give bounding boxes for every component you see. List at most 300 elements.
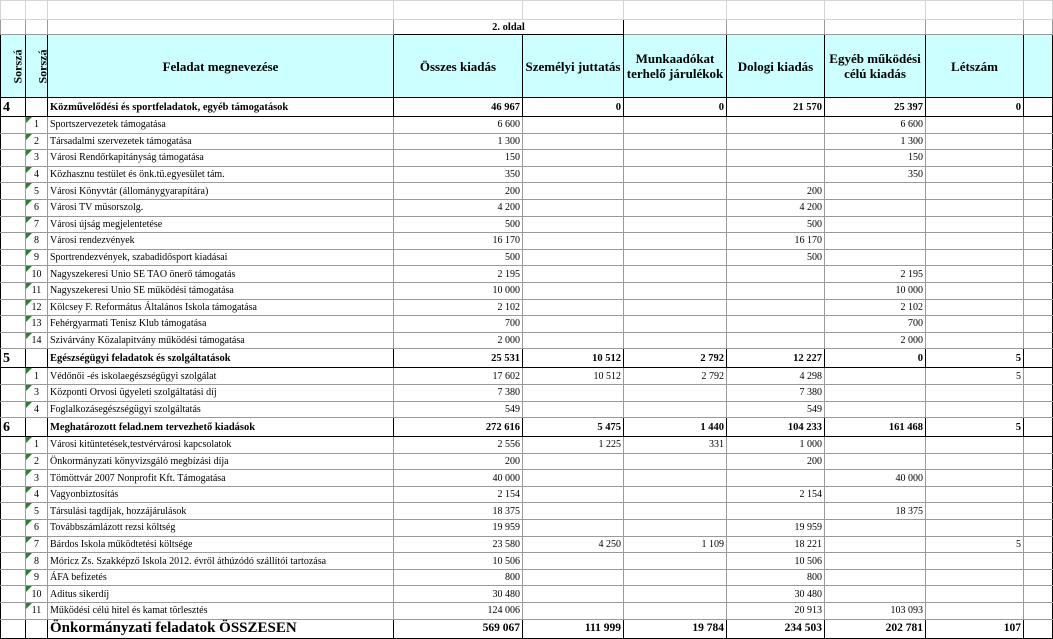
cell[interactable]: [1024, 266, 1053, 283]
cell[interactable]: [1024, 418, 1053, 437]
employer-cell[interactable]: [624, 216, 727, 233]
item-number[interactable]: 5: [26, 503, 48, 520]
cell[interactable]: [1, 569, 26, 586]
cell[interactable]: [26, 349, 48, 368]
cell[interactable]: [1024, 586, 1053, 603]
cell[interactable]: [926, 1, 1024, 20]
section-number[interactable]: 6: [1, 418, 26, 437]
cell[interactable]: [1024, 199, 1053, 216]
total-cell[interactable]: 17 602: [394, 368, 523, 385]
cell[interactable]: [523, 1, 624, 20]
headcount-cell[interactable]: [926, 282, 1024, 299]
other-cell[interactable]: [825, 401, 926, 418]
personal-cell[interactable]: [523, 150, 624, 167]
cell[interactable]: [1, 368, 26, 385]
cell[interactable]: [1, 503, 26, 520]
section-material-cell[interactable]: 104 233: [727, 418, 825, 437]
cell[interactable]: [1, 282, 26, 299]
other-cell[interactable]: 103 093: [825, 603, 926, 620]
material-cell[interactable]: [727, 282, 825, 299]
item-name[interactable]: Vagyonbiztosítás: [48, 486, 394, 503]
cell[interactable]: [1, 437, 26, 454]
total-cell[interactable]: 2 102: [394, 299, 523, 316]
grand-material-cell[interactable]: 234 503: [727, 619, 825, 638]
employer-cell[interactable]: [624, 503, 727, 520]
total-cell[interactable]: 18 375: [394, 503, 523, 520]
item-name[interactable]: Továbbszámlázott rezsi költség: [48, 520, 394, 537]
cell[interactable]: [1024, 349, 1053, 368]
material-cell[interactable]: 500: [727, 216, 825, 233]
headcount-cell[interactable]: [926, 503, 1024, 520]
item-name[interactable]: Társadalmi szervezetek támogatása: [48, 133, 394, 150]
employer-cell[interactable]: [624, 384, 727, 401]
total-cell[interactable]: 150: [394, 150, 523, 167]
item-number[interactable]: 3: [26, 150, 48, 167]
cell[interactable]: [1, 216, 26, 233]
other-cell[interactable]: [825, 586, 926, 603]
personal-cell[interactable]: [523, 199, 624, 216]
item-name[interactable]: Sportszervezetek támogatása: [48, 117, 394, 134]
section-number[interactable]: 4: [1, 98, 26, 117]
cell[interactable]: [1024, 619, 1053, 638]
cell[interactable]: [1, 619, 26, 638]
material-cell[interactable]: [727, 150, 825, 167]
cell[interactable]: [1, 470, 26, 487]
personal-cell[interactable]: [523, 233, 624, 250]
personal-cell[interactable]: [523, 520, 624, 537]
employer-cell[interactable]: [624, 520, 727, 537]
headcount-cell[interactable]: [926, 266, 1024, 283]
cell[interactable]: [1024, 486, 1053, 503]
item-number[interactable]: 2: [26, 453, 48, 470]
item-number[interactable]: 12: [26, 299, 48, 316]
material-cell[interactable]: 2 154: [727, 486, 825, 503]
section-name[interactable]: Meghatározott felad.nem tervezhető kiadások: [48, 418, 394, 437]
employer-cell[interactable]: [624, 401, 727, 418]
headcount-cell[interactable]: [926, 586, 1024, 603]
item-name[interactable]: Közhasznu testület és önk.tü.egyesület tám.: [48, 166, 394, 183]
total-cell[interactable]: 2 154: [394, 486, 523, 503]
headcount-cell[interactable]: 5: [926, 536, 1024, 553]
total-cell[interactable]: 10 506: [394, 553, 523, 570]
cell[interactable]: [1, 603, 26, 620]
section-headcount-cell[interactable]: 0: [926, 98, 1024, 117]
total-cell[interactable]: 10 000: [394, 282, 523, 299]
item-number[interactable]: 14: [26, 332, 48, 349]
item-number[interactable]: 3: [26, 384, 48, 401]
material-cell[interactable]: 10 506: [727, 553, 825, 570]
item-number[interactable]: 1: [26, 368, 48, 385]
cell[interactable]: [1, 316, 26, 333]
headcount-cell[interactable]: [926, 520, 1024, 537]
section-name[interactable]: Közművelődési és sportfeladatok, egyéb támogatások: [48, 98, 394, 117]
total-cell[interactable]: 124 006: [394, 603, 523, 620]
personal-cell[interactable]: [523, 603, 624, 620]
cell[interactable]: [1, 536, 26, 553]
headcount-cell[interactable]: [926, 470, 1024, 487]
other-cell[interactable]: 2 000: [825, 332, 926, 349]
employer-cell[interactable]: 2 792: [624, 368, 727, 385]
section-other-cell[interactable]: 25 397: [825, 98, 926, 117]
material-cell[interactable]: 7 380: [727, 384, 825, 401]
headcount-cell[interactable]: [926, 569, 1024, 586]
total-cell[interactable]: 19 959: [394, 520, 523, 537]
total-cell[interactable]: 500: [394, 249, 523, 266]
personal-cell[interactable]: [523, 470, 624, 487]
item-name[interactable]: ÁFA befizetés: [48, 569, 394, 586]
grand-personal-cell[interactable]: 111 999: [523, 619, 624, 638]
employer-cell[interactable]: [624, 282, 727, 299]
item-name[interactable]: Móricz Zs. Szakképző Iskola 2012. évről áthúzódó szállítói tartozása: [48, 553, 394, 570]
headcount-cell[interactable]: [926, 401, 1024, 418]
cell[interactable]: [624, 20, 727, 35]
section-headcount-cell[interactable]: 5: [926, 349, 1024, 368]
cell[interactable]: [1, 486, 26, 503]
other-cell[interactable]: [825, 553, 926, 570]
headcount-cell[interactable]: 5: [926, 368, 1024, 385]
material-cell[interactable]: 200: [727, 453, 825, 470]
other-cell[interactable]: [825, 233, 926, 250]
item-name[interactable]: Önkormányzati könyvizsgáló megbízási díja: [48, 453, 394, 470]
cell[interactable]: [1024, 553, 1053, 570]
personal-cell[interactable]: [523, 569, 624, 586]
other-cell[interactable]: 350: [825, 166, 926, 183]
grand-total-cell[interactable]: 569 067: [394, 619, 523, 638]
page-label[interactable]: 2. oldal: [394, 20, 624, 35]
headcount-cell[interactable]: [926, 486, 1024, 503]
section-material-cell[interactable]: 12 227: [727, 349, 825, 368]
other-cell[interactable]: [825, 453, 926, 470]
item-number[interactable]: 3: [26, 470, 48, 487]
material-cell[interactable]: 18 221: [727, 536, 825, 553]
employer-cell[interactable]: [624, 486, 727, 503]
personal-cell[interactable]: [523, 249, 624, 266]
other-cell[interactable]: 700: [825, 316, 926, 333]
employer-cell[interactable]: [624, 133, 727, 150]
cell[interactable]: [1, 332, 26, 349]
total-cell[interactable]: 500: [394, 216, 523, 233]
cell[interactable]: [1024, 183, 1053, 200]
material-cell[interactable]: [727, 503, 825, 520]
headcount-cell[interactable]: [926, 233, 1024, 250]
employer-cell[interactable]: [624, 299, 727, 316]
cell[interactable]: [1024, 117, 1053, 134]
total-cell[interactable]: 40 000: [394, 470, 523, 487]
grand-total-name[interactable]: Önkormányzati feladatok ÖSSZESEN: [48, 619, 394, 638]
cell[interactable]: [1, 266, 26, 283]
headcount-cell[interactable]: [926, 150, 1024, 167]
other-cell[interactable]: [825, 569, 926, 586]
cell[interactable]: [1024, 20, 1053, 35]
item-number[interactable]: 4: [26, 486, 48, 503]
cell[interactable]: [1, 1, 26, 20]
cell[interactable]: [1024, 368, 1053, 385]
other-cell[interactable]: 2 195: [825, 266, 926, 283]
total-cell[interactable]: 1 300: [394, 133, 523, 150]
cell[interactable]: [1024, 98, 1053, 117]
total-cell[interactable]: 700: [394, 316, 523, 333]
personal-cell[interactable]: [523, 503, 624, 520]
cell[interactable]: [1, 199, 26, 216]
headcount-cell[interactable]: [926, 384, 1024, 401]
item-number[interactable]: 1: [26, 117, 48, 134]
total-cell[interactable]: 6 600: [394, 117, 523, 134]
material-cell[interactable]: 800: [727, 569, 825, 586]
item-number[interactable]: 4: [26, 401, 48, 418]
item-number[interactable]: 8: [26, 553, 48, 570]
section-employer-cell[interactable]: 0: [624, 98, 727, 117]
cell[interactable]: [1024, 503, 1053, 520]
cell[interactable]: [727, 1, 825, 20]
cell[interactable]: [825, 20, 926, 35]
employer-cell[interactable]: [624, 166, 727, 183]
header-sorszam-b[interactable]: [26, 35, 48, 98]
cell[interactable]: [1, 133, 26, 150]
item-name[interactable]: Fehérgyarmati Tenisz Klub támogatása: [48, 316, 394, 333]
personal-cell[interactable]: [523, 486, 624, 503]
employer-cell[interactable]: [624, 183, 727, 200]
item-name[interactable]: Foglalkozásegészségügyi szolgáltatás: [48, 401, 394, 418]
item-number[interactable]: 1: [26, 437, 48, 454]
material-cell[interactable]: 500: [727, 249, 825, 266]
cell[interactable]: [1024, 569, 1053, 586]
personal-cell[interactable]: [523, 266, 624, 283]
material-cell[interactable]: 1 000: [727, 437, 825, 454]
item-number[interactable]: 6: [26, 520, 48, 537]
employer-cell[interactable]: 331: [624, 437, 727, 454]
cell[interactable]: [1024, 453, 1053, 470]
cell[interactable]: [26, 20, 48, 35]
total-cell[interactable]: 16 170: [394, 233, 523, 250]
personal-cell[interactable]: 1 225: [523, 437, 624, 454]
item-number[interactable]: 6: [26, 199, 48, 216]
material-cell[interactable]: 16 170: [727, 233, 825, 250]
material-cell[interactable]: [727, 299, 825, 316]
cell[interactable]: [1024, 282, 1053, 299]
employer-cell[interactable]: [624, 453, 727, 470]
other-cell[interactable]: 2 102: [825, 299, 926, 316]
cell[interactable]: [1024, 216, 1053, 233]
headcount-cell[interactable]: [926, 216, 1024, 233]
total-cell[interactable]: 2 556: [394, 437, 523, 454]
other-cell[interactable]: [825, 437, 926, 454]
item-number[interactable]: 5: [26, 183, 48, 200]
item-number[interactable]: 11: [26, 282, 48, 299]
personal-cell[interactable]: [523, 401, 624, 418]
item-number[interactable]: 10: [26, 586, 48, 603]
employer-cell[interactable]: 1 109: [624, 536, 727, 553]
total-cell[interactable]: 2 000: [394, 332, 523, 349]
header-total[interactable]: Összes kiadás: [394, 35, 523, 98]
personal-cell[interactable]: [523, 316, 624, 333]
item-name[interactable]: Nagyszekeresi Unio SE TAO önerő támogatás: [48, 266, 394, 283]
personal-cell[interactable]: [523, 553, 624, 570]
cell[interactable]: [1024, 133, 1053, 150]
headcount-cell[interactable]: [926, 249, 1024, 266]
other-cell[interactable]: [825, 199, 926, 216]
cell[interactable]: [394, 1, 523, 20]
cell[interactable]: [1024, 332, 1053, 349]
section-personal-cell[interactable]: 10 512: [523, 349, 624, 368]
header-other[interactable]: Egyéb működési célú kiadás: [825, 35, 926, 98]
employer-cell[interactable]: [624, 117, 727, 134]
cell[interactable]: [1024, 299, 1053, 316]
headcount-cell[interactable]: [926, 117, 1024, 134]
item-number[interactable]: 9: [26, 569, 48, 586]
cell[interactable]: [1024, 520, 1053, 537]
cell[interactable]: [1, 166, 26, 183]
section-headcount-cell[interactable]: 5: [926, 418, 1024, 437]
material-cell[interactable]: 4 298: [727, 368, 825, 385]
section-total-cell[interactable]: 272 616: [394, 418, 523, 437]
headcount-cell[interactable]: [926, 133, 1024, 150]
other-cell[interactable]: 18 375: [825, 503, 926, 520]
cell[interactable]: [1024, 249, 1053, 266]
other-cell[interactable]: 150: [825, 150, 926, 167]
item-name[interactable]: Központi Orvosi ügyeleti szolgáltatási díj: [48, 384, 394, 401]
cell[interactable]: [1024, 1, 1053, 20]
total-cell[interactable]: 800: [394, 569, 523, 586]
headcount-cell[interactable]: [926, 332, 1024, 349]
item-number[interactable]: 11: [26, 603, 48, 620]
item-name[interactable]: Városi rendezvények: [48, 233, 394, 250]
headcount-cell[interactable]: [926, 316, 1024, 333]
item-name[interactable]: Tömöttvár 2007 Nonprofit Kft. Támogatása: [48, 470, 394, 487]
other-cell[interactable]: [825, 536, 926, 553]
cell[interactable]: [1, 233, 26, 250]
headcount-cell[interactable]: [926, 183, 1024, 200]
item-name[interactable]: Társulási tagdíjak, hozzájárulások: [48, 503, 394, 520]
section-number[interactable]: 5: [1, 349, 26, 368]
other-cell[interactable]: 10 000: [825, 282, 926, 299]
total-cell[interactable]: 200: [394, 183, 523, 200]
personal-cell[interactable]: 10 512: [523, 368, 624, 385]
employer-cell[interactable]: [624, 553, 727, 570]
grand-other-cell[interactable]: 202 781: [825, 619, 926, 638]
employer-cell[interactable]: [624, 569, 727, 586]
header-employer[interactable]: Munkaadókat terhelő járulékok: [624, 35, 727, 98]
cell[interactable]: [26, 418, 48, 437]
cell[interactable]: [1, 384, 26, 401]
cell[interactable]: [1, 520, 26, 537]
cell[interactable]: [26, 98, 48, 117]
total-cell[interactable]: 7 380: [394, 384, 523, 401]
other-cell[interactable]: [825, 249, 926, 266]
section-other-cell[interactable]: 0: [825, 349, 926, 368]
section-name[interactable]: Egészségügyi feladatok és szolgáltatások: [48, 349, 394, 368]
cell[interactable]: [1, 249, 26, 266]
item-number[interactable]: 8: [26, 233, 48, 250]
personal-cell[interactable]: [523, 183, 624, 200]
total-cell[interactable]: 549: [394, 401, 523, 418]
item-number[interactable]: 10: [26, 266, 48, 283]
other-cell[interactable]: [825, 520, 926, 537]
material-cell[interactable]: 19 959: [727, 520, 825, 537]
headcount-cell[interactable]: [926, 603, 1024, 620]
item-name[interactable]: Nagyszekeresi Unio SE működési támogatása: [48, 282, 394, 299]
personal-cell[interactable]: 4 250: [523, 536, 624, 553]
employer-cell[interactable]: [624, 332, 727, 349]
cell[interactable]: [926, 20, 1024, 35]
material-cell[interactable]: [727, 332, 825, 349]
header-personal[interactable]: Személyi juttatás: [523, 35, 624, 98]
item-name[interactable]: Városi Rendőrkapitányság támogatása: [48, 150, 394, 167]
cell[interactable]: [26, 1, 48, 20]
item-number[interactable]: 4: [26, 166, 48, 183]
item-name[interactable]: Sportrendezvények, szabadidősport kiadásai: [48, 249, 394, 266]
header-material[interactable]: Dologi kiadás: [727, 35, 825, 98]
cell[interactable]: [48, 20, 394, 35]
section-personal-cell[interactable]: 0: [523, 98, 624, 117]
cell[interactable]: [48, 1, 394, 20]
item-name[interactable]: Városi Könyvtár (állománygyarapítára): [48, 183, 394, 200]
total-cell[interactable]: 2 195: [394, 266, 523, 283]
cell[interactable]: [1024, 470, 1053, 487]
total-cell[interactable]: 4 200: [394, 199, 523, 216]
section-other-cell[interactable]: 161 468: [825, 418, 926, 437]
other-cell[interactable]: 40 000: [825, 470, 926, 487]
header-extra[interactable]: [1024, 35, 1053, 98]
other-cell[interactable]: [825, 216, 926, 233]
item-name[interactable]: Városi kitüntetések,testvérvárosi kapcsolatok: [48, 437, 394, 454]
grand-headcount-cell[interactable]: 107: [926, 619, 1024, 638]
item-number[interactable]: 9: [26, 249, 48, 266]
personal-cell[interactable]: [523, 166, 624, 183]
cell[interactable]: [1, 299, 26, 316]
material-cell[interactable]: 4 200: [727, 199, 825, 216]
personal-cell[interactable]: [523, 133, 624, 150]
item-name[interactable]: Működési célú hitel és kamat törlesztés: [48, 603, 394, 620]
other-cell[interactable]: [825, 486, 926, 503]
material-cell[interactable]: [727, 117, 825, 134]
employer-cell[interactable]: [624, 249, 727, 266]
material-cell[interactable]: 30 480: [727, 586, 825, 603]
cell[interactable]: [1024, 536, 1053, 553]
total-cell[interactable]: 30 480: [394, 586, 523, 603]
cell[interactable]: [1024, 150, 1053, 167]
material-cell[interactable]: [727, 133, 825, 150]
personal-cell[interactable]: [523, 332, 624, 349]
total-cell[interactable]: 23 580: [394, 536, 523, 553]
cell[interactable]: [1, 586, 26, 603]
other-cell[interactable]: [825, 368, 926, 385]
cell[interactable]: [727, 20, 825, 35]
cell[interactable]: [1, 453, 26, 470]
cell[interactable]: [1, 150, 26, 167]
personal-cell[interactable]: [523, 299, 624, 316]
personal-cell[interactable]: [523, 384, 624, 401]
personal-cell[interactable]: [523, 216, 624, 233]
item-number[interactable]: 13: [26, 316, 48, 333]
employer-cell[interactable]: [624, 316, 727, 333]
item-name[interactable]: Városi TV müsorszolg.: [48, 199, 394, 216]
material-cell[interactable]: [727, 166, 825, 183]
cell[interactable]: [1024, 316, 1053, 333]
cell[interactable]: [1024, 384, 1053, 401]
cell[interactable]: [1, 117, 26, 134]
headcount-cell[interactable]: [926, 166, 1024, 183]
total-cell[interactable]: 200: [394, 453, 523, 470]
material-cell[interactable]: [727, 266, 825, 283]
material-cell[interactable]: 200: [727, 183, 825, 200]
headcount-cell[interactable]: [926, 553, 1024, 570]
material-cell[interactable]: [727, 470, 825, 487]
personal-cell[interactable]: [523, 282, 624, 299]
employer-cell[interactable]: [624, 470, 727, 487]
item-name[interactable]: Aditus sikerdíj: [48, 586, 394, 603]
headcount-cell[interactable]: [926, 299, 1024, 316]
cell[interactable]: [26, 619, 48, 638]
